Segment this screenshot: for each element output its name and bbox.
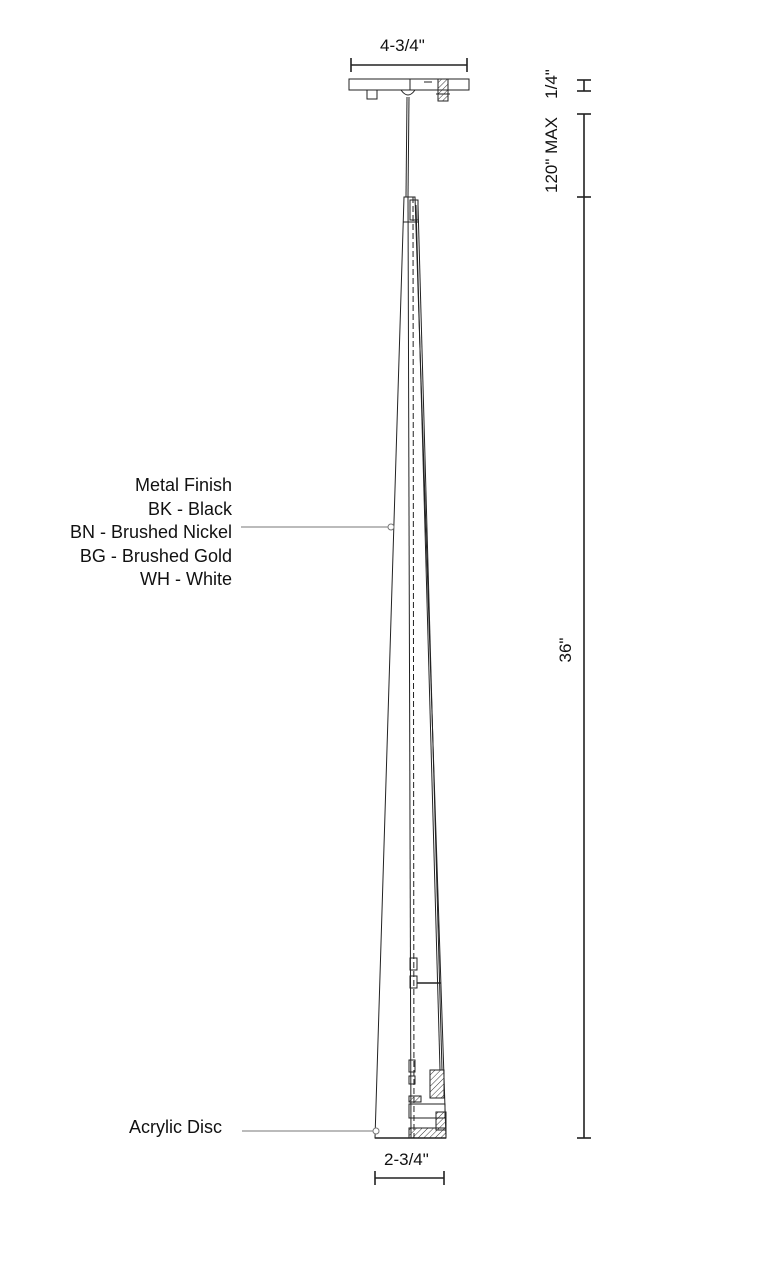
canopy-width-label: 4-3/4"	[380, 36, 425, 55]
cable-length-label: 120" MAX	[542, 117, 561, 193]
canopy-width-dimension	[351, 58, 467, 72]
base-width-label: 2-3/4"	[384, 1150, 429, 1169]
pendant-body	[375, 197, 446, 1138]
finish-title: Metal Finish	[134, 475, 232, 495]
acrylic-disc-label: Acrylic Disc	[129, 1117, 222, 1137]
cable-length-dimension	[577, 114, 591, 197]
finish-option: BG - Brushed Gold	[79, 545, 232, 566]
canopy-height-label: 1/4"	[542, 69, 561, 99]
disc-leader-line	[242, 1128, 379, 1134]
finish-option: BK - Black	[147, 498, 232, 519]
finish-leader-line	[241, 524, 394, 530]
metal-finish-callout	[20, 474, 232, 592]
body-length-dimension	[577, 197, 591, 1138]
body-length-label: 36"	[556, 637, 575, 663]
finish-option: BN - Brushed Nickel	[69, 522, 232, 542]
suspension-cable	[406, 97, 409, 197]
canopy-height-dimension	[577, 80, 591, 91]
base-width-dimension	[375, 1171, 444, 1185]
finish-option: WH - White	[140, 569, 232, 589]
